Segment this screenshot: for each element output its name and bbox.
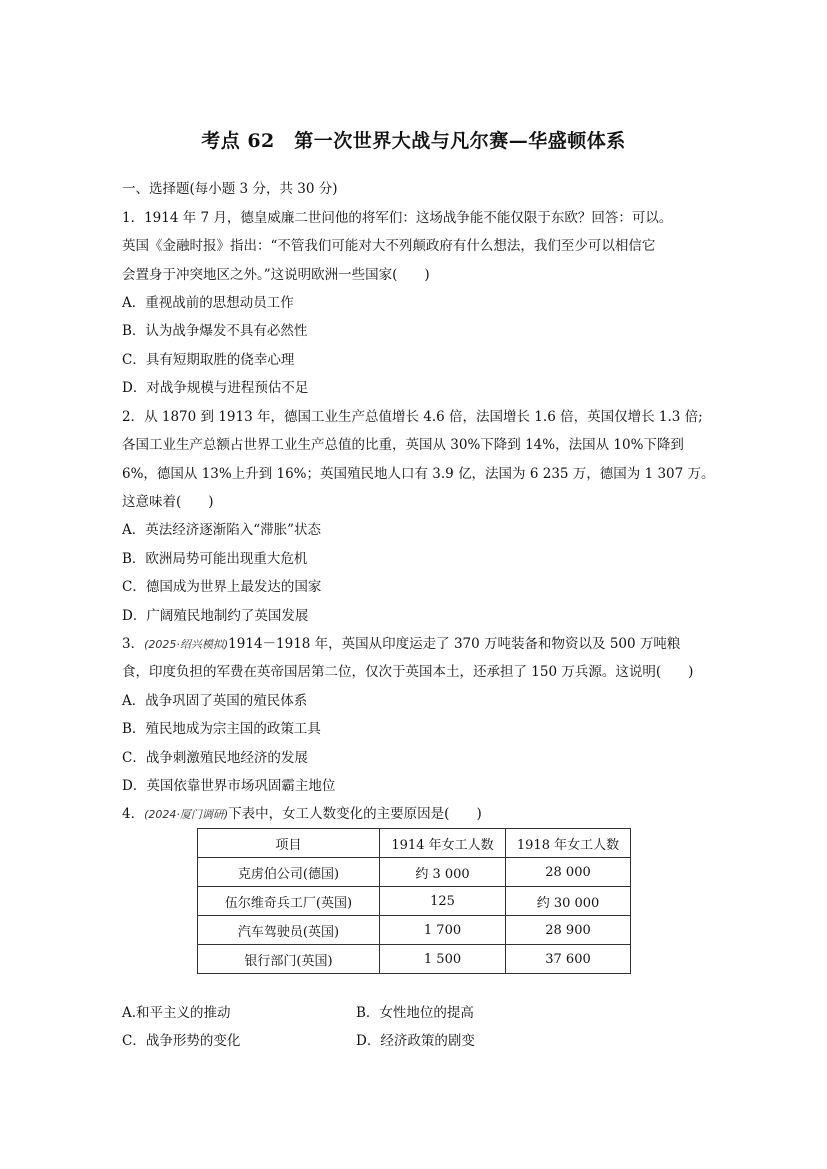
q4-option-c[interactable]: C．战争形势的变化 (122, 1033, 241, 1049)
q2-line: 6%，德国从 13%上升到 16%；英国殖民地人口有 3.9 亿，法国为 6 235 万，德国为 1 307 万。 (122, 466, 715, 482)
q1-option-a[interactable]: A．重视战前的思想动员工作 (122, 295, 294, 311)
q3-option-b[interactable]: B．殖民地成为宗主国的政策工具 (122, 721, 321, 737)
q3-line: 3．(2025·绍兴模拟)1914－1918 年，英国从印度运走了 370 万吨装备和物资以及 500 万吨粮 (122, 636, 681, 652)
table-cell: 汽车驾驶员(英国) (198, 916, 380, 945)
table-cell: 28 900 (506, 916, 631, 945)
table-cell: 克虏伯公司(德国) (198, 858, 380, 887)
q1-option-b[interactable]: B．认为战争爆发不具有必然性 (122, 323, 308, 339)
q2-line: 这意味着( ) (122, 494, 214, 510)
q2-line: 2．从 1870 到 1913 年，德国工业生产总值增长 4.6 倍，法国增长 1.6 倍，英国仅增长 1.3 倍; (122, 409, 703, 425)
table-cell: 约 3 000 (380, 858, 506, 887)
q3-source: (2025·绍兴模拟) (144, 638, 229, 651)
q1-option-d[interactable]: D．对战争规模与进程预估不足 (122, 380, 309, 396)
q4-number: 4． (122, 806, 145, 822)
table-cell: 37 600 (506, 945, 631, 974)
table-cell: 1 700 (380, 916, 506, 945)
table-row (198, 858, 631, 887)
q1-option-c[interactable]: C．具有短期取胜的侥幸心理 (122, 352, 295, 368)
table-header: 项目 (198, 829, 380, 858)
data-table (197, 828, 631, 974)
q4-option-b[interactable]: B．女性地位的提高 (356, 1005, 474, 1021)
q4-option-d[interactable]: D．经济政策的剧变 (356, 1033, 475, 1049)
table-cell: 125 (380, 887, 506, 916)
table-header-row (198, 829, 631, 858)
q4-option-a[interactable]: A.和平主义的推动 (122, 1005, 231, 1021)
q2-option-d[interactable]: D．广阔殖民地制约了英国发展 (122, 608, 309, 624)
table-header: 1914 年女工人数 (380, 829, 506, 858)
q3-option-a[interactable]: A．战争巩固了英国的殖民体系 (122, 693, 308, 709)
q1-line: 英国《金融时报》指出：“不管我们可能对大不列颠政府有什么想法，我们至少可以相信它 (122, 238, 656, 254)
table-cell: 1 500 (380, 945, 506, 974)
table-cell: 伍尔维奇兵工厂(英国) (198, 887, 380, 916)
q1-line: 1．1914 年 7 月，德皇威廉二世问他的将军们：这场战争能不能仅限于东欧？回答：可以。 (122, 210, 673, 226)
q4-line (122, 805, 482, 824)
q3-line: 食，印度负担的军费在英帝国居第二位，仅次于英国本土，还承担了 150 万兵源。这说明( ) (122, 664, 694, 680)
q3-stem: 1914－1918 年，英国从印度运走了 370 万吨装备和物资以及 500 万吨粮 (228, 636, 681, 652)
page-title: 考点 62 第一次世界大战与凡尔赛—华盛顿体系 (201, 130, 626, 152)
q2-option-a[interactable]: A．英法经济逐渐陷入“滞胀”状态 (122, 522, 322, 538)
q2-line: 各国工业生产总额占世界工业生产总值的比重，英国从 30%下降到 14%，法国从 10%下降到 (122, 437, 684, 453)
q2-option-b[interactable]: B．欧洲局势可能出现重大危机 (122, 551, 308, 567)
table-row (198, 916, 631, 945)
section-heading: 一、选择题(每小题 3 分，共 30 分) (122, 181, 338, 197)
q3-option-c[interactable]: C．战争刺激殖民地经济的发展 (122, 750, 308, 766)
q4-source: (2024·厦门调研) (144, 808, 229, 821)
table-row (198, 945, 631, 974)
table-row (198, 887, 631, 916)
table-cell: 28 000 (506, 858, 631, 887)
q1-line: 会置身于冲突地区之外。”这说明欧洲一些国家( ) (122, 267, 430, 283)
table-header: 1918 年女工人数 (506, 829, 631, 858)
table-cell: 约 30 000 (506, 887, 631, 916)
q4-stem: 下表中，女工人数变化的主要原因是( ) (228, 806, 482, 822)
q3-option-d[interactable]: D．英国依靠世界市场巩固霸主地位 (122, 778, 336, 794)
q2-option-c[interactable]: C．德国成为世界上最发达的国家 (122, 579, 322, 595)
table-cell: 银行部门(英国) (198, 945, 380, 974)
